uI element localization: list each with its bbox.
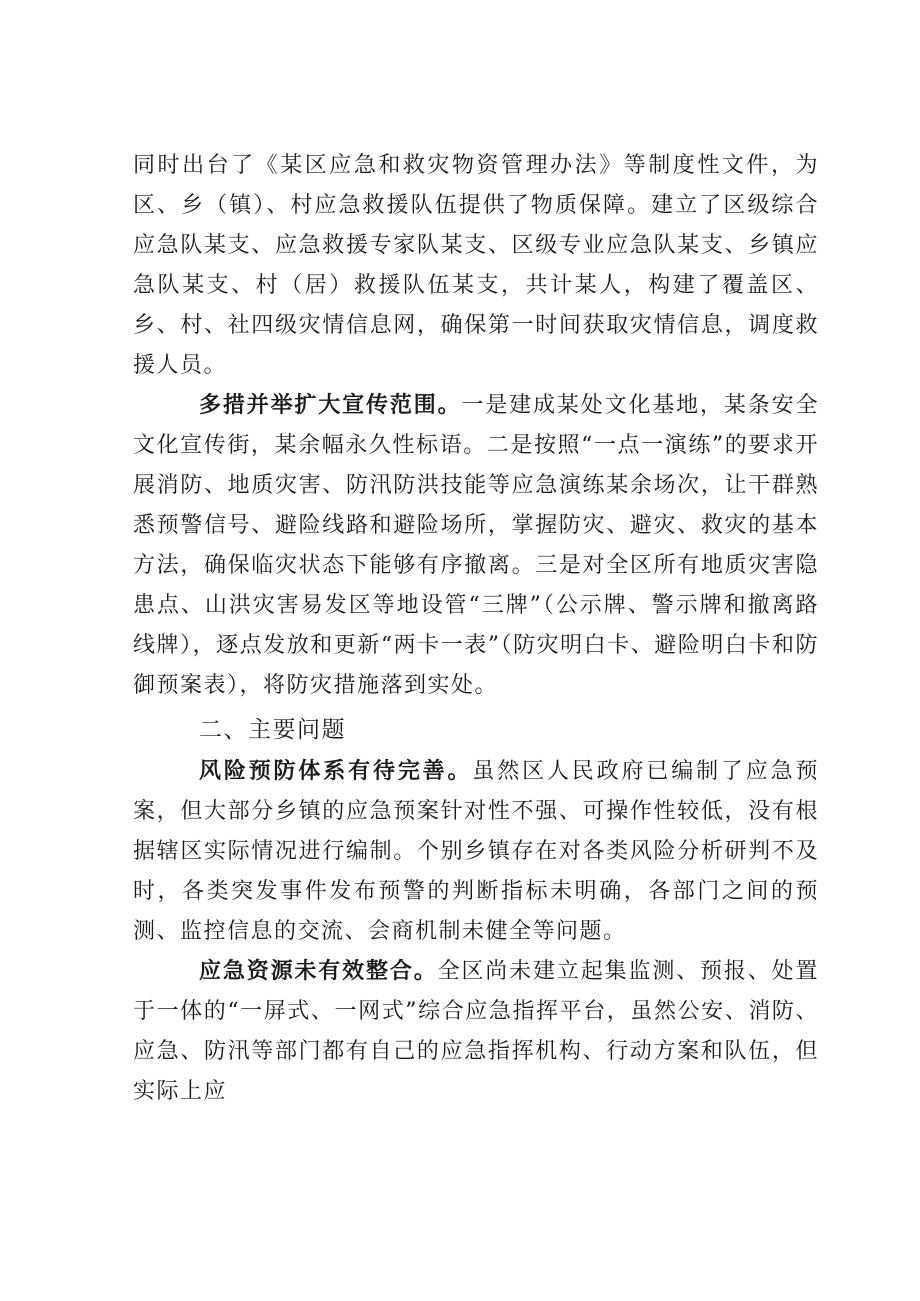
- paragraph-lead: 风险预防体系有待完善。: [199, 759, 473, 784]
- document-body: [133, 146, 819, 1112]
- paragraph-text: 全区尚未建立起集监测、预报、处置于一体的“一屏式、一网式”综合应急指挥平台，虽然公安、消防、应急、防汛等部门都有自己的应急指挥机构、行动方案和队伍，但实际上应: [133, 959, 819, 1104]
- paragraph-material-support: [133, 146, 819, 386]
- paragraph-resource-integration: [133, 952, 819, 1112]
- paragraph-publicity: [133, 386, 819, 706]
- paragraph-lead: 多措并举扩大宣传范围。: [199, 393, 462, 418]
- section-heading-main-problems: 二、主要问题: [199, 717, 346, 743]
- paragraph-risk-prevention: [133, 752, 819, 952]
- paragraph-lead: 应急资源未有效整合。: [199, 959, 438, 984]
- paragraph-text: 一是建成某处文化基地，某条安全文化宣传街，某余幅永久性标语。二是按照“一点一演练”的要求开展消防、地质灾害、防汛防洪技能等应急演练某余场次，让干群熟悉预警信号、避险线路和避险场所，掌握防灾、避灾、救灾的基本方法，确保临灾状态下能够有序撤离。三是对全区所有地质灾害隐患点、山洪灾害易发区等地设管“三牌”（公示牌、警示牌和撤离路线牌），逐点发放和更新“两卡一表”（防灾明白卡、避险明白卡和防御预案表），将防灾措施落到实处。: [133, 393, 819, 698]
- paragraph-text: 同时出台了《某区应急和救灾物资管理办法》等制度性文件，为区、乡（镇）、村应急救援队伍提供了物质保障。建立了区级综合应急队某支、应急救援专家队某支、区级专业应急队某支、乡镇应急队某支、村（居）救援队伍某支，共计某人，构建了覆盖区、乡、村、社四级灾情信息网，确保第一时间获取灾情信息，调度救援人员。: [133, 153, 819, 378]
- paragraph-text: 虽然区人民政府已编制了应急预案，但大部分乡镇的应急预案针对性不强、可操作性较低，没有根据辖区实际情况进行编制。个别乡镇存在对各类风险分析研判不及时，各类突发事件发布预警的判断指标未明确，各部门之间的预测、监控信息的交流、会商机制未健全等问题。: [133, 759, 819, 944]
